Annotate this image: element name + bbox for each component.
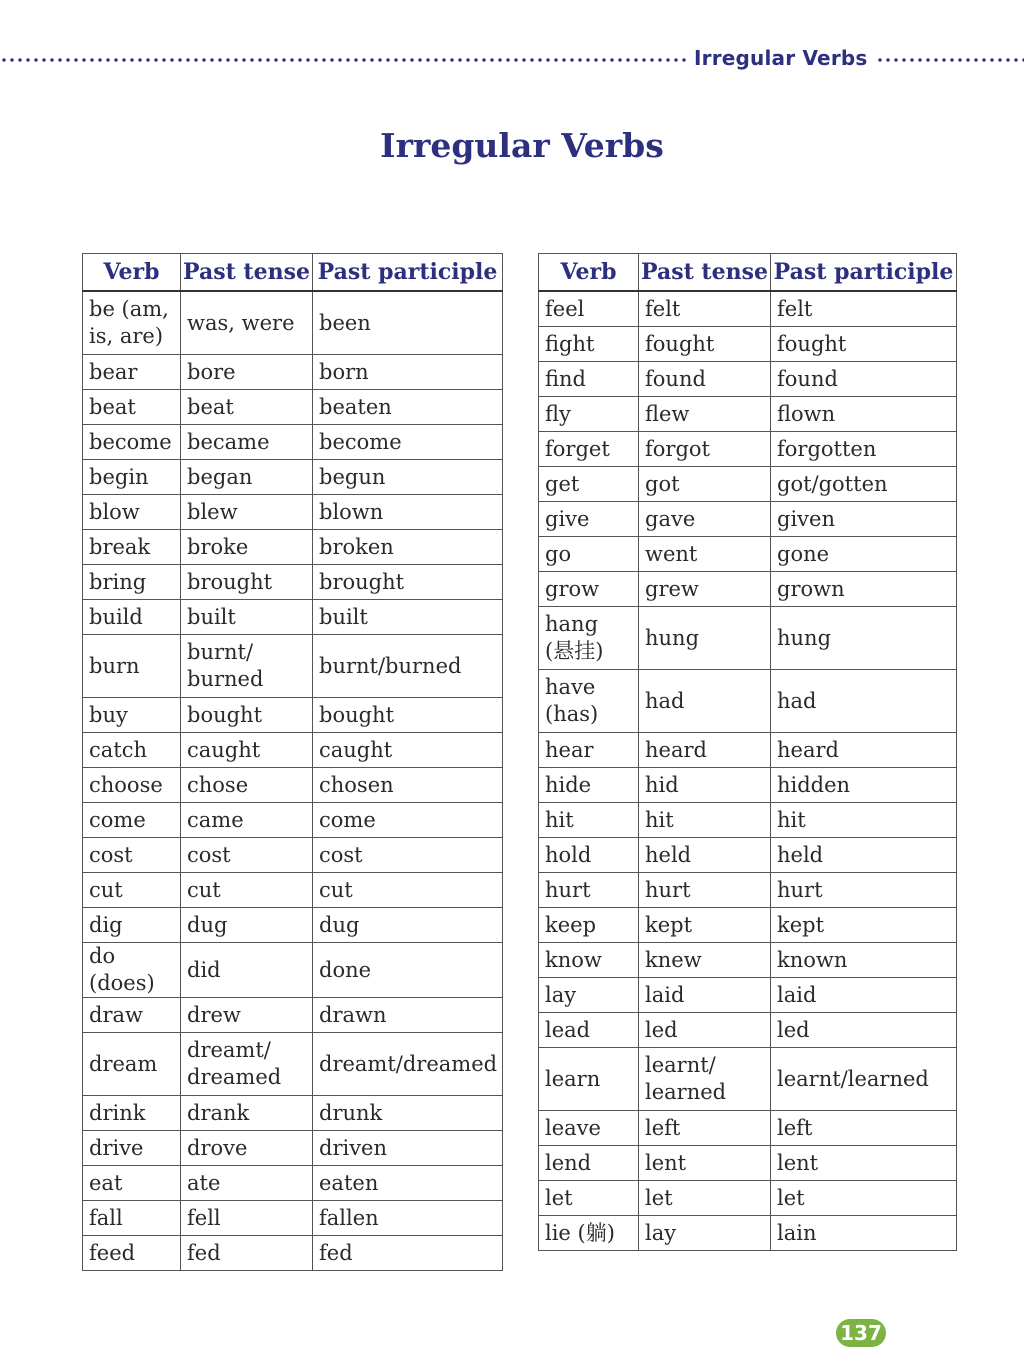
past-tense-cell: held (639, 838, 771, 873)
table-row (539, 908, 957, 943)
past-participle-cell: bought (313, 698, 503, 733)
past-participle-cell: given (771, 502, 957, 537)
past-participle-cell: cost (313, 838, 503, 873)
past-participle-cell: burnt/burned (313, 635, 503, 698)
verb-cell: burn (83, 635, 181, 698)
table-row (83, 1236, 503, 1271)
past-tense-cell: brought (181, 565, 313, 600)
past-participle-cell: fought (771, 327, 957, 362)
table-row (539, 803, 957, 838)
table-row (539, 572, 957, 607)
table-row (539, 537, 957, 572)
verb-cell: find (539, 362, 639, 397)
verb-cell: become (83, 425, 181, 460)
table-row (83, 530, 503, 565)
table-row (83, 1166, 503, 1201)
past-tense-cell: caught (181, 733, 313, 768)
past-tense-cell: gave (639, 502, 771, 537)
table-row (83, 600, 503, 635)
past-participle-cell: heard (771, 733, 957, 768)
past-tense-cell: cost (181, 838, 313, 873)
page-title: Irregular Verbs (380, 126, 664, 165)
verb-cell: beat (83, 390, 181, 425)
table-row (83, 635, 503, 698)
past-participle-cell: kept (771, 908, 957, 943)
past-tense-cell: hid (639, 768, 771, 803)
past-tense-cell: fell (181, 1201, 313, 1236)
past-participle-cell: driven (313, 1131, 503, 1166)
dotted-rule-right (876, 58, 1024, 62)
table-row (83, 390, 503, 425)
table-row (539, 1013, 957, 1048)
past-tense-cell: had (639, 670, 771, 733)
past-tense-cell: began (181, 460, 313, 495)
verb-cell: learn (539, 1048, 639, 1111)
verb-cell: have (has) (539, 670, 639, 733)
past-participle-cell: known (771, 943, 957, 978)
past-tense-cell: learnt/ learned (639, 1048, 771, 1111)
past-tense-cell: let (639, 1181, 771, 1216)
past-tense-cell: bore (181, 355, 313, 390)
table-row (83, 698, 503, 733)
past-participle-cell: come (313, 803, 503, 838)
past-participle-cell: built (313, 600, 503, 635)
past-participle-cell: felt (771, 291, 957, 327)
past-participle-cell: learnt/learned (771, 1048, 957, 1111)
past-participle-cell: been (313, 291, 503, 355)
table-row (539, 502, 957, 537)
past-tense-cell: dug (181, 908, 313, 943)
table-row (539, 397, 957, 432)
table-row (83, 943, 503, 998)
verb-cell: draw (83, 998, 181, 1033)
past-tense-cell: knew (639, 943, 771, 978)
dotted-rule-left (0, 58, 690, 62)
past-tense-cell: lent (639, 1146, 771, 1181)
past-tense-cell: blew (181, 495, 313, 530)
table-row (83, 460, 503, 495)
past-participle-cell: caught (313, 733, 503, 768)
past-tense-cell: found (639, 362, 771, 397)
past-tense-cell: lay (639, 1216, 771, 1251)
table-row (539, 768, 957, 803)
table-row (539, 607, 957, 670)
running-header (0, 44, 1024, 78)
verb-table-right (538, 253, 957, 1251)
past-participle-cell: hit (771, 803, 957, 838)
past-participle-cell: begun (313, 460, 503, 495)
past-participle-cell: hung (771, 607, 957, 670)
past-participle-cell: let (771, 1181, 957, 1216)
table-row (539, 432, 957, 467)
running-header-title: Irregular Verbs (694, 46, 868, 70)
past-participle-cell: held (771, 838, 957, 873)
table-row (539, 978, 957, 1013)
past-tense-cell: hurt (639, 873, 771, 908)
past-participle-cell: hidden (771, 768, 957, 803)
past-participle-cell: laid (771, 978, 957, 1013)
verb-cell: hide (539, 768, 639, 803)
table-row (83, 291, 503, 355)
verb-cell: dig (83, 908, 181, 943)
table-row (83, 565, 503, 600)
verb-cell: go (539, 537, 639, 572)
table-row (539, 362, 957, 397)
past-participle-cell: done (313, 943, 503, 998)
column-header-past-participle: Past participle (313, 254, 503, 292)
past-tense-cell: kept (639, 908, 771, 943)
table-row (539, 943, 957, 978)
past-tense-cell: ate (181, 1166, 313, 1201)
column-header-past-participle: Past participle (771, 254, 957, 292)
table-row (539, 1146, 957, 1181)
verb-cell: bring (83, 565, 181, 600)
table-row (83, 733, 503, 768)
past-tense-cell: forgot (639, 432, 771, 467)
verb-cell: fight (539, 327, 639, 362)
verb-cell: cost (83, 838, 181, 873)
past-participle-cell: left (771, 1111, 957, 1146)
table-row (83, 1096, 503, 1131)
table-row (83, 1201, 503, 1236)
verb-cell: choose (83, 768, 181, 803)
verb-cell: give (539, 502, 639, 537)
past-tense-cell: built (181, 600, 313, 635)
past-participle-cell: had (771, 670, 957, 733)
table-row (83, 495, 503, 530)
past-participle-cell: fed (313, 1236, 503, 1271)
past-tense-cell: beat (181, 390, 313, 425)
past-tense-cell: flew (639, 397, 771, 432)
table-row (83, 998, 503, 1033)
verb-cell: let (539, 1181, 639, 1216)
table-row (83, 355, 503, 390)
verb-cell: hit (539, 803, 639, 838)
table-row (83, 873, 503, 908)
verb-cell: lie (躺) (539, 1216, 639, 1251)
past-participle-cell: hurt (771, 873, 957, 908)
past-tense-cell: grew (639, 572, 771, 607)
past-participle-cell: fallen (313, 1201, 503, 1236)
verb-cell: drive (83, 1131, 181, 1166)
verb-cell: eat (83, 1166, 181, 1201)
past-tense-cell: dreamt/ dreamed (181, 1033, 313, 1096)
verb-cell: blow (83, 495, 181, 530)
past-tense-cell: laid (639, 978, 771, 1013)
table-row (539, 327, 957, 362)
table-row (83, 1131, 503, 1166)
column-header-verb: Verb (539, 254, 639, 292)
past-participle-cell: cut (313, 873, 503, 908)
past-tense-cell: got (639, 467, 771, 502)
past-tense-cell: was, were (181, 291, 313, 355)
past-tense-cell: went (639, 537, 771, 572)
past-tense-cell: bought (181, 698, 313, 733)
past-participle-cell: eaten (313, 1166, 503, 1201)
verb-cell: buy (83, 698, 181, 733)
past-participle-cell: drawn (313, 998, 503, 1033)
verb-cell: begin (83, 460, 181, 495)
past-tense-cell: drove (181, 1131, 313, 1166)
past-participle-cell: born (313, 355, 503, 390)
table-row (539, 291, 957, 327)
past-participle-cell: drunk (313, 1096, 503, 1131)
past-tense-cell: hung (639, 607, 771, 670)
past-participle-cell: lain (771, 1216, 957, 1251)
table-row (539, 873, 957, 908)
past-participle-cell: become (313, 425, 503, 460)
verb-cell: bear (83, 355, 181, 390)
past-tense-cell: drank (181, 1096, 313, 1131)
verb-cell: feel (539, 291, 639, 327)
verb-cell: do (does) (83, 943, 181, 998)
verb-cell: come (83, 803, 181, 838)
past-tense-cell: chose (181, 768, 313, 803)
past-participle-cell: brought (313, 565, 503, 600)
verb-cell: forget (539, 432, 639, 467)
verb-cell: catch (83, 733, 181, 768)
table-row (539, 838, 957, 873)
verb-cell: break (83, 530, 181, 565)
verb-table-left (82, 253, 503, 1271)
table-row (539, 1111, 957, 1146)
past-participle-cell: grown (771, 572, 957, 607)
past-tense-cell: became (181, 425, 313, 460)
past-tense-cell: came (181, 803, 313, 838)
column-header-verb: Verb (83, 254, 181, 292)
past-participle-cell: led (771, 1013, 957, 1048)
past-participle-cell: blown (313, 495, 503, 530)
table-row (83, 425, 503, 460)
table-row (539, 670, 957, 733)
verb-cell: hold (539, 838, 639, 873)
past-tense-cell: felt (639, 291, 771, 327)
past-tense-cell: left (639, 1111, 771, 1146)
verb-cell: keep (539, 908, 639, 943)
past-participle-cell: broken (313, 530, 503, 565)
past-tense-cell: led (639, 1013, 771, 1048)
past-participle-cell: dreamt/dreamed (313, 1033, 503, 1096)
column-header-past-tense: Past tense (181, 254, 313, 292)
table-row (83, 768, 503, 803)
verb-cell: hear (539, 733, 639, 768)
past-participle-cell: flown (771, 397, 957, 432)
past-tense-cell: burnt/ burned (181, 635, 313, 698)
page-number-badge: 137 (836, 1319, 886, 1347)
table-row (539, 1216, 957, 1251)
verb-cell: lay (539, 978, 639, 1013)
table-row (539, 467, 957, 502)
past-tense-cell: broke (181, 530, 313, 565)
column-header-past-tense: Past tense (639, 254, 771, 292)
past-participle-cell: got/gotten (771, 467, 957, 502)
past-tense-cell: heard (639, 733, 771, 768)
past-participle-cell: dug (313, 908, 503, 943)
table-row (539, 1048, 957, 1111)
verb-cell: build (83, 600, 181, 635)
past-participle-cell: found (771, 362, 957, 397)
verb-cell: fall (83, 1201, 181, 1236)
table-row (539, 1181, 957, 1216)
verb-cell: cut (83, 873, 181, 908)
past-tense-cell: cut (181, 873, 313, 908)
past-participle-cell: chosen (313, 768, 503, 803)
past-participle-cell: forgotten (771, 432, 957, 467)
table-row (83, 838, 503, 873)
table-row (539, 733, 957, 768)
past-tense-cell: hit (639, 803, 771, 838)
table-header-row (539, 254, 957, 292)
table-row (83, 803, 503, 838)
table-header-row (83, 254, 503, 292)
verb-cell: know (539, 943, 639, 978)
verb-cell: hurt (539, 873, 639, 908)
past-tense-cell: fought (639, 327, 771, 362)
past-tense-cell: drew (181, 998, 313, 1033)
table-row (83, 908, 503, 943)
verb-cell: hang (悬挂) (539, 607, 639, 670)
verb-cell: leave (539, 1111, 639, 1146)
verb-cell: grow (539, 572, 639, 607)
verb-cell: dream (83, 1033, 181, 1096)
past-participle-cell: beaten (313, 390, 503, 425)
table-row (83, 1033, 503, 1096)
past-tense-cell: did (181, 943, 313, 998)
verb-cell: lead (539, 1013, 639, 1048)
verb-cell: fly (539, 397, 639, 432)
verb-cell: lend (539, 1146, 639, 1181)
verb-cell: feed (83, 1236, 181, 1271)
past-participle-cell: gone (771, 537, 957, 572)
verb-cell: get (539, 467, 639, 502)
verb-cell: drink (83, 1096, 181, 1131)
past-tense-cell: fed (181, 1236, 313, 1271)
past-participle-cell: lent (771, 1146, 957, 1181)
verb-cell: be (am, is, are) (83, 291, 181, 355)
